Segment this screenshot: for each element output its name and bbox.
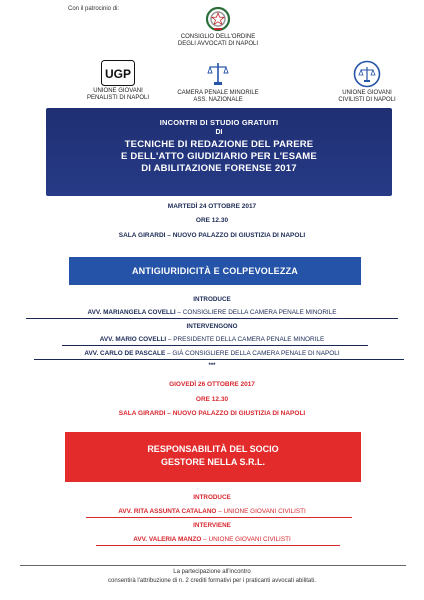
session1-introducer-role: – CONSIGLIERE DELLA CAMERA PENALE MINORILE <box>175 309 337 316</box>
session1-speaker-1-name: AVV. MARIO COVELLI <box>99 336 167 343</box>
camera-line-2: ASS. NAZIONALE <box>193 97 243 103</box>
banner-connector: DI <box>215 129 223 136</box>
section-separator: *** <box>208 363 216 369</box>
session1-speaker-1-underline <box>62 345 368 346</box>
session1-speaker-2-name: AVV. CARLO DE PASCALE <box>84 350 166 357</box>
session1-speaker-2 <box>0 350 424 357</box>
session2-introducer <box>0 508 424 515</box>
banner-subtitle: INCONTRI DI STUDIO GRATUITI <box>159 118 279 127</box>
session2-introducer-role: – UNIONE GIOVANI CIVILISTI <box>216 508 306 515</box>
session2-speaker-1-underline <box>96 545 340 546</box>
ordine-avvocati-label <box>140 34 296 48</box>
session2-speaker-1 <box>0 536 424 543</box>
ugcn-logo-icon <box>353 60 381 88</box>
session1-introduce-label: INTRODUCE <box>193 296 231 303</box>
session2-venue: SALA GIRARDI – NUOVO PALAZZO DI GIUSTIZIA DI NAPOLI <box>118 410 306 417</box>
banner-title-line-3: DI ABILITAZIONE FORENSE 2017 <box>141 163 297 174</box>
session2-speaker-1-name: AVV. VALERIA MANZO <box>133 536 202 543</box>
ugcn-line-2: CIVILISTI DI NAPOLI <box>338 97 396 103</box>
ugpn-line-2: PENALISTI DI NAPOLI <box>86 95 150 101</box>
scales-of-justice-icon <box>207 60 229 88</box>
session1-introducer <box>0 309 424 316</box>
session2-topic-bar <box>65 432 361 482</box>
session1-speaker-1 <box>0 336 424 343</box>
session1-speaker-2-role: – GIÀ CONSIGLIERE DELLA CAMERA PENALE DI NAPOLI <box>165 350 340 357</box>
partner-logos-row <box>0 60 424 110</box>
session1-introducer-underline <box>26 318 398 319</box>
logo-unione-giovani-civilisti <box>322 60 412 104</box>
ugcn-line-1: UNIONE GIOVANI <box>342 90 392 96</box>
session1-speaker-2-underline <box>34 359 404 360</box>
ugpn-logo-text: UGP <box>104 67 132 81</box>
footer-line-1: La partecipazione all'incontro <box>173 569 251 575</box>
session2-introducer-underline <box>86 517 352 518</box>
footer-line-2: consentirà l'attribuzione di n. 2 crediti formativi per i praticanti avvocati abilitati. <box>108 578 316 584</box>
session2-speaker-label: INTERVIENE <box>193 522 231 529</box>
banner-title-line-1: TECNICHE DI REDAZIONE DEL PARERE <box>124 139 314 150</box>
ugpn-line-1: UNIONE GIOVANI <box>93 88 143 94</box>
session2-topic-line-1: RESPONSABILITÀ DEL SOCIO <box>147 444 279 454</box>
ordine-line-2: DEGLI AVVOCATI DI NAPOLI <box>177 41 259 47</box>
session1-speakers-label: INTERVENGONO <box>186 323 238 330</box>
patronage-label: Con il patrocinio di: <box>68 6 120 12</box>
session1-topic-bar: ANTIGIURIDICITÀ E COLPEVOLEZZA <box>69 257 361 285</box>
session2-introducer-name: AVV. RITA ASSUNTA CATALANO <box>118 508 217 515</box>
footer-divider <box>20 565 406 566</box>
logo-unione-giovani-penalisti <box>78 60 158 102</box>
session1-date: MARTEDÌ 24 OTTOBRE 2017 <box>167 203 257 210</box>
ordine-line-1: CONSIGLIO DELL'ORDINE <box>180 34 256 40</box>
session2-topic-line-2: GESTORE NELLA S.R.L. <box>160 457 265 467</box>
session2-time: ORE 12.30 <box>195 396 229 403</box>
event-title-banner <box>46 108 392 196</box>
session2-speaker-1-role: – UNIONE GIOVANI CIVILISTI <box>201 536 291 543</box>
session1-speaker-1-role: – PRESIDENTE DELLA CAMERA PENALE MINORILE <box>166 336 325 343</box>
banner-title-line-2: E DELL'ATTO GIUDIZIARIO PER L'ESAME <box>121 151 317 162</box>
session2-date: GIOVEDÌ 26 OTTOBRE 2017 <box>169 381 255 388</box>
session1-time: ORE 12.30 <box>195 217 229 224</box>
logo-camera-penale-minorile <box>172 60 264 104</box>
camera-line-1: CAMERA PENALE MINORILE <box>177 90 259 96</box>
session1-venue: SALA GIRARDI – NUOVO PALAZZO DI GIUSTIZIA DI NAPOLI <box>118 232 306 239</box>
italian-emblem-icon <box>205 6 231 32</box>
session2-introduce-label: INTRODUCE <box>193 494 231 501</box>
session1-introducer-name: AVV. MARIANGELA COVELLI <box>87 309 176 316</box>
ugpn-logo-icon <box>101 60 135 86</box>
